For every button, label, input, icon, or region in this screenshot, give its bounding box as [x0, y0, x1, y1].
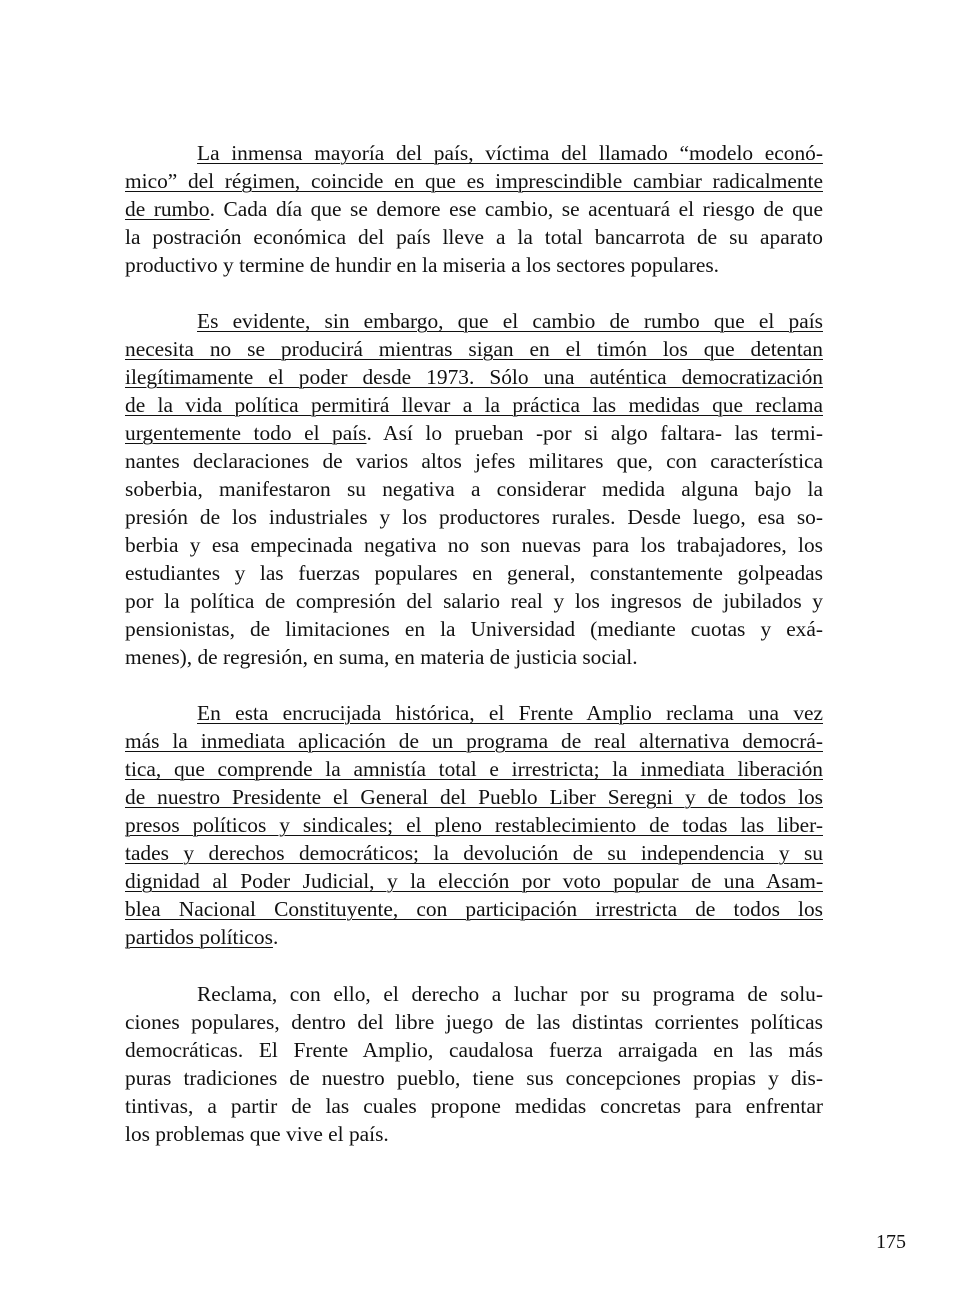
plain-text: por la política de compresión del salario real y los ingresos de jubilados y — [125, 589, 823, 613]
underlined-text: mico” del régimen, coincide en que es imprescindible cambiar radicalmente — [125, 169, 823, 193]
text-line — [125, 811, 823, 839]
underlined-text: tica, que comprende la amnistía total e irrestricta; la inmediata liberación — [125, 757, 823, 781]
underlined-text: partidos políticos — [125, 925, 273, 949]
text-line — [125, 335, 823, 363]
plain-text: soberbia, manifestaron su negativa a considerar medida alguna bajo la — [125, 477, 823, 501]
underlined-text: blea Nacional Constituyente, con participación irrestricta de todos los — [125, 897, 823, 921]
plain-text: la postración económica del país lleve a la total bancarrota de su aparato — [125, 225, 823, 249]
text-line — [125, 307, 823, 335]
text-line — [125, 223, 823, 251]
text-line — [125, 1092, 823, 1120]
plain-text: estudiantes y las fuerzas populares en general, constantemente golpeadas — [125, 561, 823, 585]
paragraph-3 — [125, 699, 823, 951]
plain-text: puras tradiciones de nuestro pueblo, tiene sus concepciones propias y dis- — [125, 1066, 823, 1090]
plain-text: ciones populares, dentro del libre juego de las distintas corrientes políticas — [125, 1010, 823, 1034]
text-line — [125, 167, 823, 195]
plain-text: . Así lo prueban -por si algo faltara- las termi- — [366, 421, 823, 445]
text-line — [125, 475, 823, 503]
text-line — [125, 1036, 823, 1064]
text-line — [125, 727, 823, 755]
underlined-text: dignidad al Poder Judicial, y la elección por voto popular de una Asam- — [125, 869, 823, 893]
text-line — [125, 783, 823, 811]
plain-text: . Cada día que se demore ese cambio, se acentuará el riesgo de que — [209, 197, 823, 221]
underlined-text: de nuestro Presidente el General del Pueblo Liber Seregni y de todos los — [125, 785, 823, 809]
plain-text: productivo y termine de hundir en la miseria a los sectores populares. — [125, 253, 720, 277]
text-line — [125, 839, 823, 867]
plain-text: berbia y esa empecinada negativa no son nuevas para los trabajadores, los — [125, 533, 823, 557]
text-line — [125, 195, 823, 223]
underlined-text: urgentemente todo el país — [125, 421, 367, 445]
plain-text: nantes declaraciones de varios altos jefes militares que, con característica — [125, 449, 823, 473]
plain-text: . — [272, 925, 279, 949]
text-line — [125, 251, 823, 279]
text-line — [125, 895, 823, 923]
text-line — [125, 139, 823, 167]
plain-text: los problemas que vive el país. — [125, 1122, 389, 1146]
underlined-text: En esta encrucijada histórica, el Frente Amplio reclama una vez — [197, 701, 823, 725]
underlined-text: de la vida política permitirá llevar a la práctica las medidas que reclama — [125, 393, 823, 417]
text-line — [125, 363, 823, 391]
underlined-text: necesita no se producirá mientras sigan en el timón los que detentan — [125, 337, 823, 361]
paragraph-1 — [125, 139, 823, 279]
text-line — [125, 867, 823, 895]
underlined-text: Es evidente, sin embargo, que el cambio de rumbo que el país — [197, 309, 823, 333]
underlined-text: más la inmediata aplicación de un programa de real alternativa democrá- — [125, 729, 823, 753]
plain-text: presión de los industriales y los productores rurales. Desde luego, esa so- — [125, 505, 823, 529]
paragraph-2 — [125, 307, 823, 671]
plain-text: pensionistas, de limitaciones en la Universidad (mediante cuotas y exá- — [125, 617, 823, 641]
text-line — [125, 980, 823, 1008]
text-line — [125, 755, 823, 783]
underlined-text: presos políticos y sindicales; el pleno restablecimiento de todas las liber- — [125, 813, 823, 837]
plain-text: democráticas. El Frente Amplio, caudalosa fuerza arraigada en las más — [125, 1038, 823, 1062]
plain-text: menes), de regresión, en suma, en materia de justicia social. — [125, 645, 638, 669]
text-line — [125, 391, 823, 419]
text-line — [125, 643, 823, 671]
text-line — [125, 699, 823, 727]
text-line — [125, 1064, 823, 1092]
underlined-text: La inmensa mayoría del país, víctima del llamado “modelo econó- — [197, 141, 823, 165]
paragraph-4 — [125, 980, 823, 1148]
text-line — [125, 587, 823, 615]
underlined-text: ilegítimamente el poder desde 1973. Sólo una auténtica democratización — [125, 365, 823, 389]
text-line — [125, 1008, 823, 1036]
text-line — [125, 419, 823, 447]
underlined-text: tades y derechos democráticos; la devolución de su independencia y su — [125, 841, 823, 865]
text-line — [125, 559, 823, 587]
text-line — [125, 1120, 823, 1148]
page-number: 175 — [876, 1231, 906, 1253]
text-line — [125, 503, 823, 531]
plain-text: Reclama, con ello, el derecho a luchar por su programa de solu- — [197, 982, 823, 1006]
text-line — [125, 531, 823, 559]
underlined-text: de rumbo — [125, 197, 210, 221]
text-line — [125, 923, 823, 951]
plain-text: tintivas, a partir de las cuales propone medidas concretas para enfrentar — [125, 1094, 823, 1118]
text-line — [125, 615, 823, 643]
text-line — [125, 447, 823, 475]
